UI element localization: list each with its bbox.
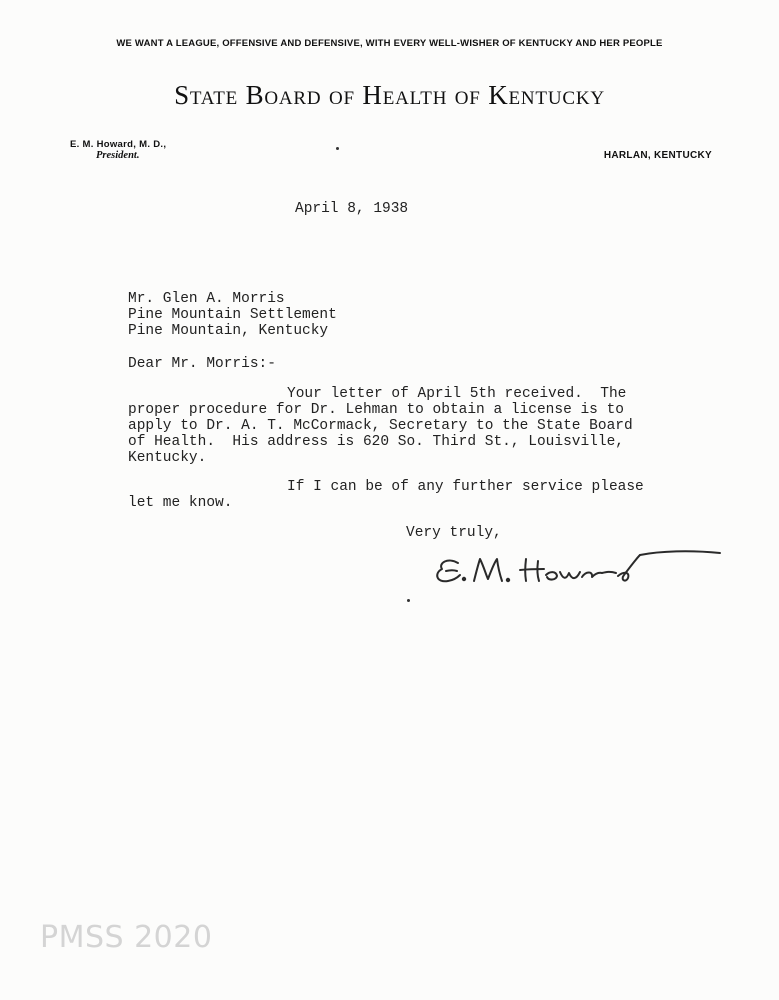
handwritten-signature (430, 545, 725, 590)
closing: Very truly, (406, 525, 502, 541)
recipient-line-3: Pine Mountain, Kentucky (128, 323, 329, 339)
body-paragraph-2-line-1: If I can be of any further service please (287, 479, 644, 495)
archive-watermark: PMSS 2020 (40, 920, 213, 955)
letterhead-location: HARLAN, KENTUCKY (603, 150, 712, 161)
letterhead-organization: State Board of Health of Kentucky (174, 80, 605, 110)
president-title: President. (96, 150, 140, 161)
salutation: Dear Mr. Morris:- (128, 356, 276, 372)
recipient-line-1: Mr. Glen A. Morris (128, 291, 285, 307)
letter-date: April 8, 1938 (295, 201, 409, 217)
president-name: E. M. Howard, M. D., (70, 139, 167, 150)
body-paragraph-1-line-3: apply to Dr. A. T. McCormack, Secretary to the State Board (128, 418, 633, 434)
paper-speck (336, 147, 339, 150)
body-paragraph-2-line-2: let me know. (128, 495, 233, 511)
paper-speck (407, 599, 410, 602)
body-paragraph-1-line-2: proper procedure for Dr. Lehman to obtain a license is to (128, 402, 624, 418)
body-paragraph-1-line-5: Kentucky. (128, 450, 207, 466)
letterhead-motto: WE WANT A LEAGUE, OFFENSIVE AND DEFENSIVE, WITH EVERY WELL-WISHER OF KENTUCKY AND HER PEOPLE (116, 38, 663, 49)
body-paragraph-1-line-4: of Health. His address is 620 So. Third St., Louisville, (128, 434, 624, 450)
body-paragraph-1-line-1: Your letter of April 5th received. The (287, 386, 627, 402)
recipient-line-2: Pine Mountain Settlement (128, 307, 337, 323)
